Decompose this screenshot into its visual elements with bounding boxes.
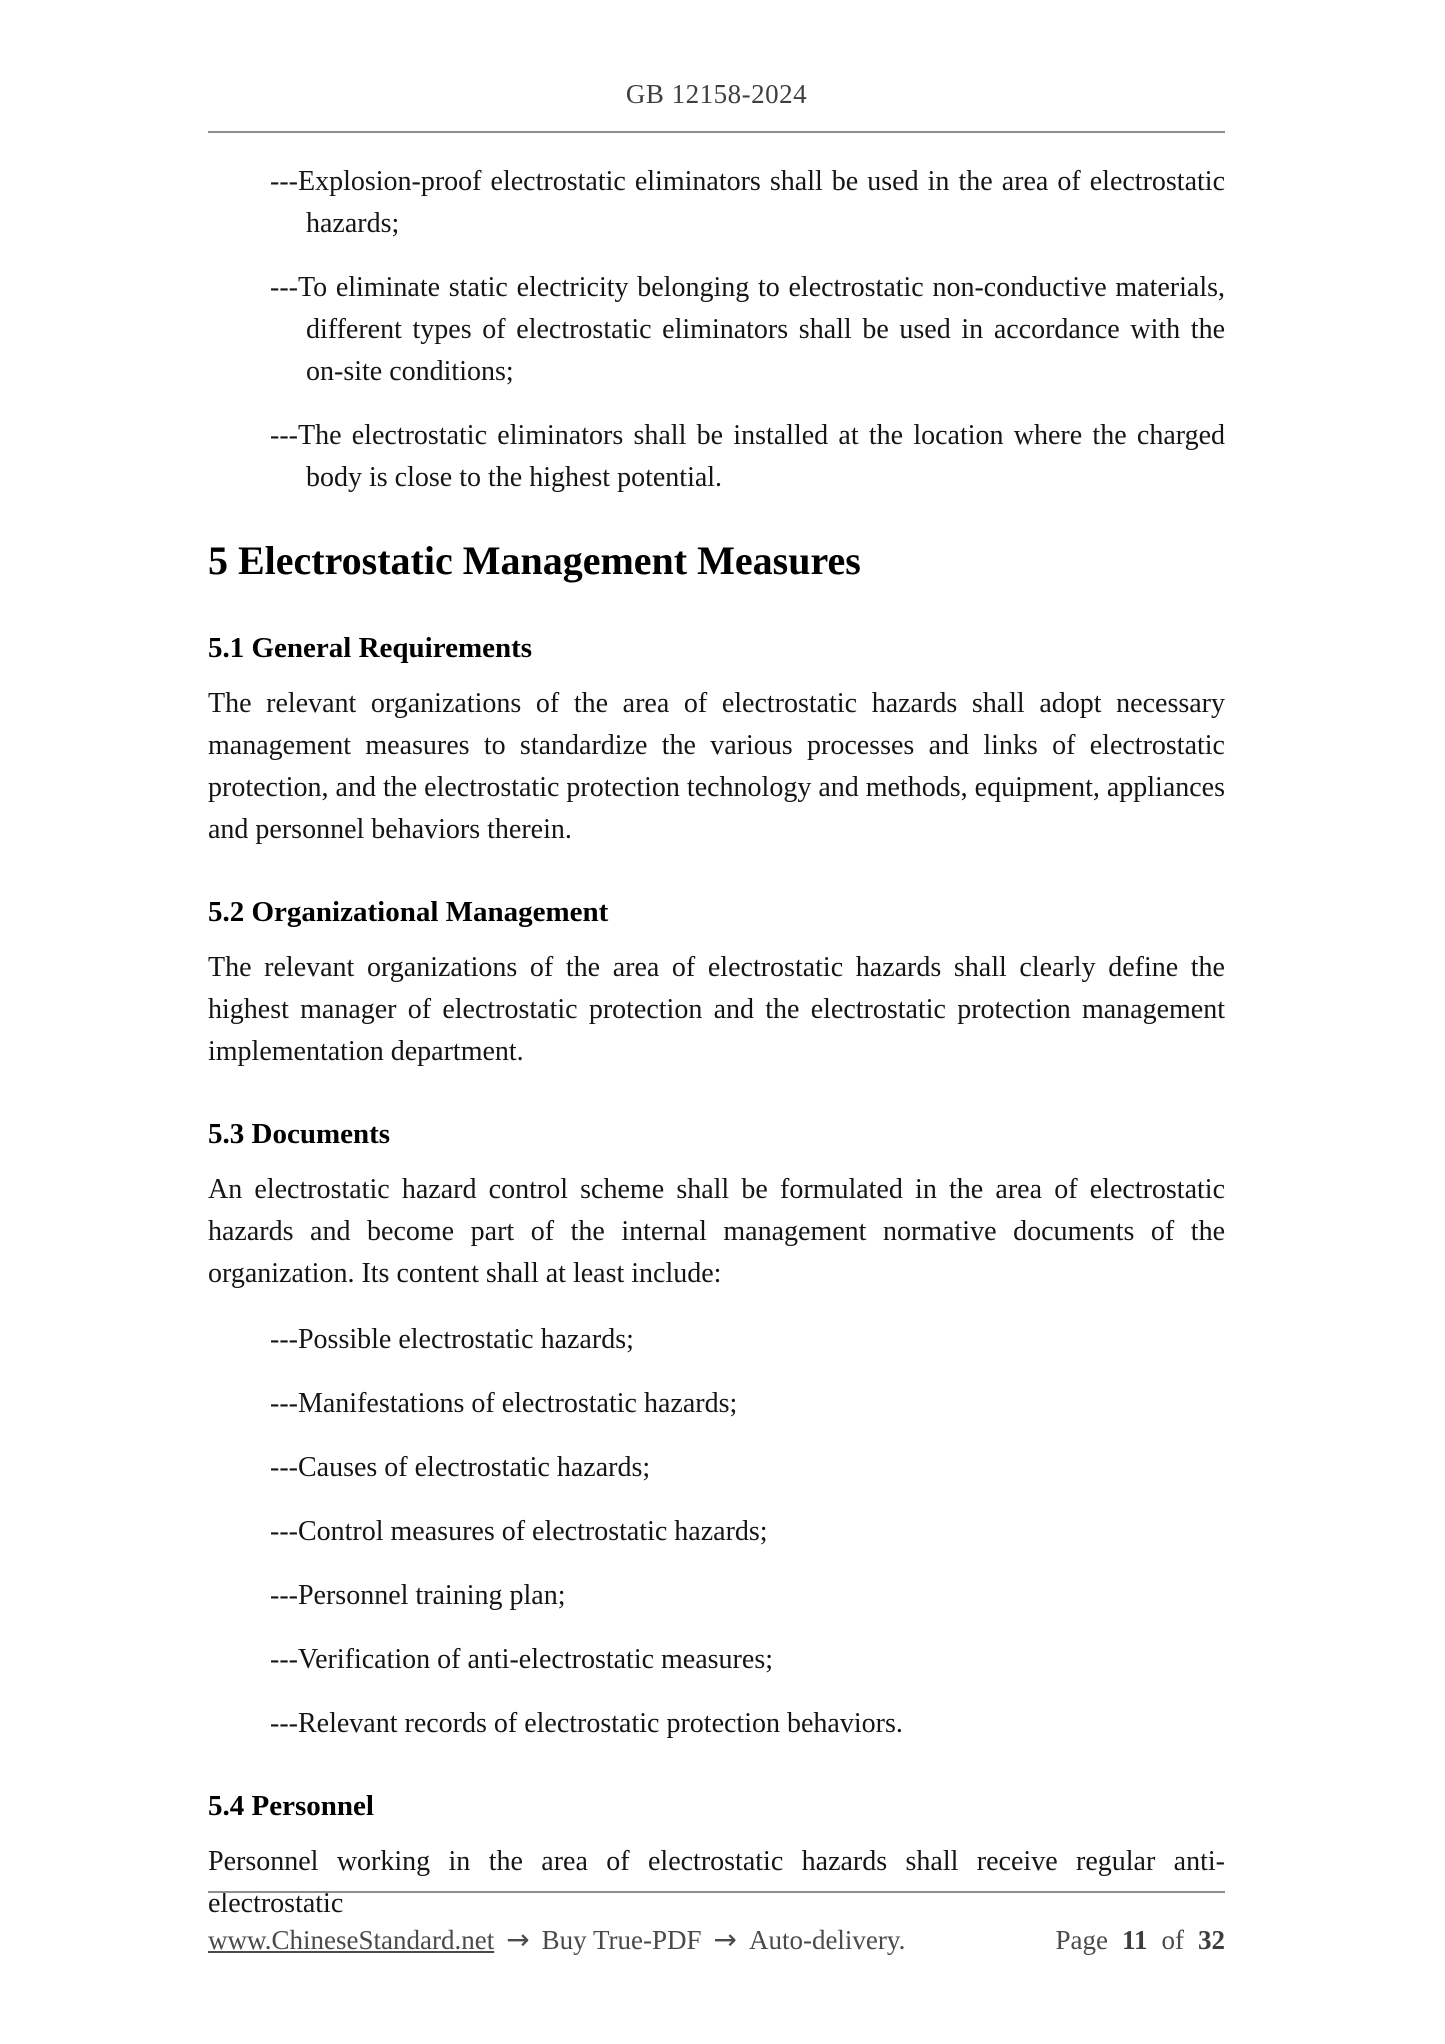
right-arrow-icon: → — [713, 1923, 737, 1956]
section-paragraph: The relevant organizations of the area of electrostatic hazards shall adopt necessary management measures to standardize the various processes and links of electrostatic protection, and the electrostatic protection technology and methods, equipment, appliances and personnel behaviors therein. — [208, 688, 1226, 845]
list-item: ---Explosion-proof electrostatic eliminators shall be used in the area of electrostatic hazards; — [270, 166, 1225, 239]
page-current: 11 — [1121, 1925, 1148, 1955]
right-arrow-icon: → — [506, 1923, 530, 1956]
section-paragraph: An electrostatic hazard control scheme shall be formulated in the area of electrostatic hazards and become part of the internal management normative documents of the organization. Its content shall at least include: — [208, 1174, 1225, 1289]
page-total: 32 — [1198, 1925, 1225, 1955]
standard-number: GB 12158-2024 — [625, 79, 808, 109]
page-indicator — [1056, 1919, 1226, 1961]
section-paragraph: The relevant organizations of the area of electrostatic hazards shall clearly define the highest manager of electrostatic protection and the electrostatic protection management implementation department. — [208, 952, 1225, 1067]
list-item: ---Possible electrostatic hazards; — [270, 1324, 634, 1355]
documents-bullet-list — [208, 1319, 1225, 1745]
intro-bullet-list — [208, 161, 1225, 499]
list-item: ---To eliminate static electricity belonging to electrostatic non-conductive materials, different types of electrostatic eliminators shall be used in accordance with the on-site conditions; — [270, 272, 1225, 387]
list-item: ---Verification of anti-electrostatic measures; — [270, 1644, 773, 1675]
section-heading-5-3: 5.3 Documents — [208, 1118, 391, 1150]
page-label: Page — [1055, 1925, 1108, 1955]
page-footer — [208, 1891, 1225, 1961]
page-header — [208, 0, 1225, 133]
section-paragraph: Personnel working in the area of electrostatic hazards shall receive regular anti-electrostatic — [208, 1846, 1225, 1919]
list-item: ---Causes of electrostatic hazards; — [270, 1452, 651, 1483]
list-item: ---The electrostatic eliminators shall be installed at the location where the charged body is close to the highest potential. — [270, 420, 1225, 493]
section-heading-5-2: 5.2 Organizational Management — [208, 896, 609, 928]
list-item: ---Relevant records of electrostatic protection behaviors. — [270, 1708, 903, 1739]
of-label: of — [1161, 1925, 1184, 1955]
section-heading-5-4: 5.4 Personnel — [208, 1790, 374, 1822]
footer-site-link[interactable]: www.ChineseStandard.net — [208, 1925, 495, 1955]
footer-source-line — [208, 1919, 905, 1961]
list-item: ---Control measures of electrostatic hazards; — [270, 1516, 768, 1547]
footer-buy-label: Buy True-PDF — [541, 1925, 702, 1955]
list-item: ---Personnel training plan; — [270, 1580, 566, 1611]
footer-delivery-label: Auto-delivery. — [748, 1925, 906, 1955]
chapter-heading: 5 Electrostatic Management Measures — [208, 538, 861, 583]
list-item: ---Manifestations of electrostatic hazards; — [270, 1388, 738, 1419]
section-heading-5-1: 5.1 General Requirements — [208, 632, 533, 664]
